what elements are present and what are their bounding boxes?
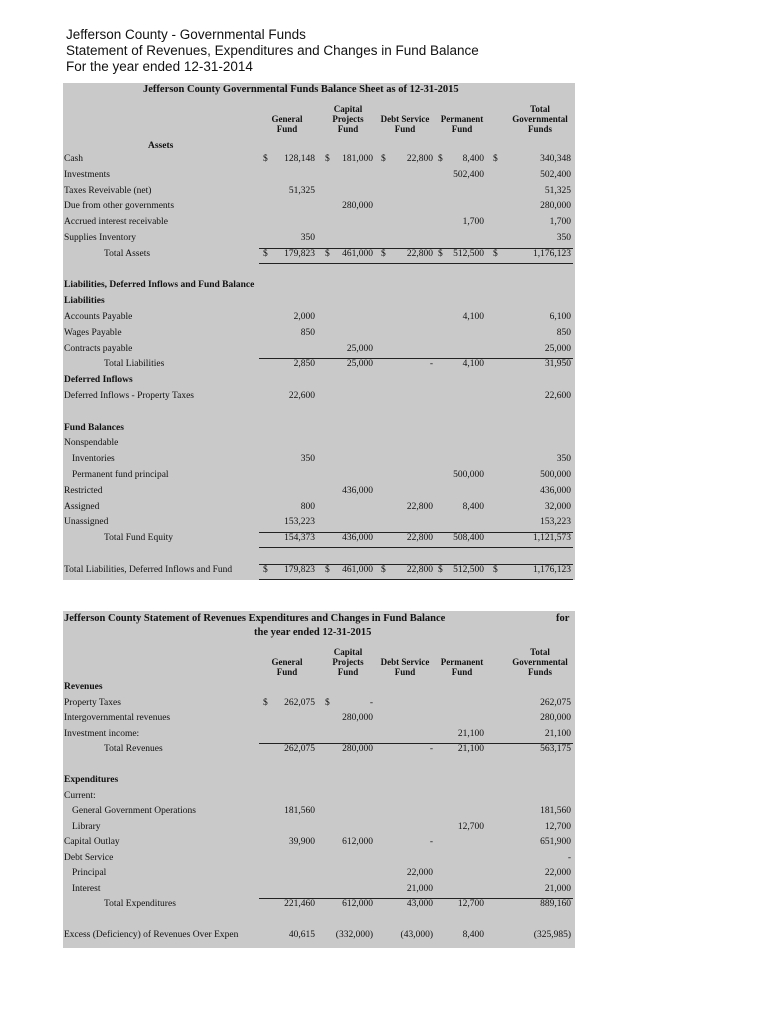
cell-debt: 22,800 bbox=[406, 533, 433, 544]
dollar-sign: $ bbox=[263, 154, 268, 164]
cell-general: 128,148 bbox=[284, 154, 315, 164]
cell-debt: - bbox=[429, 359, 433, 370]
cell-perm: 500,000 bbox=[453, 470, 484, 480]
row-label: Total Liabilities bbox=[104, 359, 165, 370]
col-header-total-line-2: Governmental bbox=[512, 114, 568, 124]
col-header-perm-line-2: Fund bbox=[451, 124, 473, 134]
cell-total: 280,000 bbox=[540, 201, 571, 212]
row-label: Expenditures bbox=[64, 775, 119, 785]
col-header-general-line-2: Fund bbox=[276, 667, 298, 677]
col-header-perm-line-1: Permanent bbox=[440, 114, 484, 124]
cell-general: 850 bbox=[300, 327, 315, 338]
cell-debt: 43,000 bbox=[406, 899, 433, 909]
cell-total: - bbox=[567, 852, 571, 863]
cell-capital: 181,000 bbox=[342, 154, 373, 164]
row-label: Total Liabilities, Deferred Inflows and Fund bbox=[64, 564, 233, 575]
col-header-capital-line-2: Projects bbox=[332, 114, 364, 124]
cell-total: 31,950 bbox=[544, 359, 571, 370]
balance-sheet-title: Jefferson County Governmental Funds Balance Sheet as of 12-31-2015 bbox=[143, 84, 459, 95]
total-rule bbox=[259, 579, 573, 580]
row-label: Interest bbox=[72, 883, 101, 894]
cell-total: 889,160 bbox=[540, 899, 571, 909]
col-header-debt-line-2: Fund bbox=[394, 667, 416, 677]
cell-total: 21,100 bbox=[544, 728, 571, 739]
dollar-sign: $ bbox=[325, 564, 330, 575]
cell-perm: 21,100 bbox=[457, 744, 484, 754]
cell-total: 1,700 bbox=[549, 217, 571, 228]
cell-general: 2,000 bbox=[293, 312, 315, 322]
row-label: Intergovernmental revenues bbox=[64, 713, 171, 723]
cell-debt: 22,800 bbox=[406, 248, 433, 259]
total-rule bbox=[259, 263, 573, 264]
cell-total: 22,600 bbox=[544, 391, 571, 401]
row-label: Accounts Payable bbox=[64, 312, 133, 322]
cell-debt: - bbox=[429, 744, 433, 754]
row-label: Revenues bbox=[64, 682, 103, 692]
dollar-sign: $ bbox=[438, 154, 443, 164]
cell-general: 22,600 bbox=[288, 391, 315, 401]
total-rule bbox=[259, 532, 573, 533]
cell-general: 39,900 bbox=[288, 837, 315, 847]
row-label: Investment income: bbox=[64, 728, 140, 739]
row-label: Supplies Inventory bbox=[64, 233, 137, 243]
row-label: Fund Balances bbox=[64, 422, 124, 433]
cell-total: 1,121,573 bbox=[533, 533, 571, 544]
col-header-general-line-1: General bbox=[271, 114, 303, 124]
col-header-total-line-2: Governmental bbox=[512, 657, 568, 667]
balance-sheet-table bbox=[63, 83, 575, 580]
cell-capital: 612,000 bbox=[342, 899, 373, 909]
revenue-title-line-2: the year ended 12-31-2015 bbox=[254, 627, 372, 638]
cell-capital: 436,000 bbox=[342, 485, 373, 496]
cell-capital: 280,000 bbox=[342, 744, 373, 754]
cell-total: 25,000 bbox=[544, 343, 571, 354]
cell-capital: - bbox=[369, 697, 373, 708]
total-rule bbox=[259, 358, 573, 359]
col-header-capital-line-3: Fund bbox=[337, 124, 359, 134]
total-rule bbox=[259, 898, 573, 899]
cell-debt: 22,800 bbox=[406, 501, 433, 512]
dollar-sign: $ bbox=[493, 154, 498, 164]
col-header-perm-line-2: Fund bbox=[451, 667, 473, 677]
row-label: Capital Outlay bbox=[64, 837, 120, 847]
col-header-debt-line-1: Debt Service bbox=[380, 657, 430, 667]
cell-debt: 22,000 bbox=[406, 868, 433, 878]
cell-general: 350 bbox=[300, 454, 315, 465]
row-label: Excess (Deficiency) of Revenues Over Expen bbox=[64, 930, 239, 940]
cell-capital: 461,000 bbox=[342, 564, 373, 575]
row-label: Total Expenditures bbox=[104, 899, 176, 909]
cell-perm: 21,100 bbox=[457, 728, 484, 739]
cell-total: 262,075 bbox=[540, 697, 571, 708]
cell-total: 153,223 bbox=[540, 517, 571, 528]
cell-general: 181,560 bbox=[284, 806, 315, 816]
row-label: Permanent fund principal bbox=[72, 470, 169, 480]
row-label: Liabilities, Deferred Inflows and Fund Balance bbox=[64, 280, 255, 291]
row-label: Nonspendable bbox=[64, 438, 119, 449]
cell-perm: 4,100 bbox=[462, 359, 484, 370]
total-rule bbox=[259, 564, 573, 565]
header-line-2: Statement of Revenues, Expenditures and Changes in Fund Balance bbox=[66, 43, 479, 58]
cell-total: 32,000 bbox=[544, 501, 571, 512]
cell-total: 6,100 bbox=[549, 312, 571, 322]
cell-total: 850 bbox=[556, 327, 571, 338]
col-header-debt-line-1: Debt Service bbox=[380, 114, 430, 124]
dollar-sign: $ bbox=[381, 154, 386, 164]
col-header-debt-line-2: Fund bbox=[394, 124, 416, 134]
row-label: Liabilities bbox=[64, 296, 105, 307]
header-line-1: Jefferson County - Governmental Funds bbox=[66, 27, 306, 42]
cell-capital: 25,000 bbox=[346, 359, 373, 370]
cell-perm: 8,400 bbox=[462, 501, 484, 512]
row-label: Contracts payable bbox=[64, 343, 133, 354]
row-label: Principal bbox=[72, 868, 107, 878]
revenue-title-for: for bbox=[556, 613, 570, 624]
row-label: Cash bbox=[64, 154, 83, 164]
cell-general: 2,850 bbox=[293, 359, 315, 370]
row-label: Assigned bbox=[64, 501, 100, 512]
row-label: General Government Operations bbox=[72, 806, 196, 816]
col-header-perm-line-1: Permanent bbox=[440, 657, 484, 667]
cell-capital: 461,000 bbox=[342, 248, 373, 259]
cell-perm: 512,500 bbox=[453, 248, 484, 259]
row-label: Deferred Inflows - Property Taxes bbox=[64, 391, 195, 401]
col-header-capital-line-3: Fund bbox=[337, 667, 359, 677]
col-header-capital-line-1: Capital bbox=[333, 104, 363, 114]
cell-capital: 280,000 bbox=[342, 713, 373, 723]
cell-perm: 4,100 bbox=[462, 312, 484, 322]
dollar-sign: $ bbox=[263, 248, 268, 259]
cell-general: 221,460 bbox=[284, 899, 315, 909]
cell-total: 502,400 bbox=[540, 169, 571, 180]
cell-total: 350 bbox=[556, 233, 571, 243]
total-rule bbox=[259, 547, 573, 548]
row-label: Restricted bbox=[64, 485, 103, 496]
cell-perm: 8,400 bbox=[462, 154, 484, 164]
cell-debt: (43,000) bbox=[400, 930, 433, 940]
cell-perm: 12,700 bbox=[457, 821, 484, 832]
cell-debt: 22,800 bbox=[406, 154, 433, 164]
cell-total: 651,900 bbox=[540, 837, 571, 847]
dollar-sign: $ bbox=[325, 154, 330, 164]
col-header-total-line-3: Funds bbox=[527, 124, 553, 134]
cell-perm: 508,400 bbox=[453, 533, 484, 544]
cell-perm: 512,500 bbox=[453, 564, 484, 575]
row-label: Deferred Inflows bbox=[64, 375, 133, 386]
cell-general: 179,823 bbox=[284, 248, 315, 259]
dollar-sign: $ bbox=[493, 248, 498, 259]
cell-total: (325,985) bbox=[533, 930, 571, 940]
row-label: Taxes Reveivable (net) bbox=[64, 185, 152, 196]
cell-capital: (332,000) bbox=[335, 930, 373, 940]
cell-general: 262,075 bbox=[284, 697, 315, 708]
col-header-capital-line-2: Projects bbox=[332, 657, 364, 667]
col-header-capital-line-1: Capital bbox=[333, 647, 363, 657]
cell-total: 12,700 bbox=[544, 821, 571, 832]
row-label: Property Taxes bbox=[64, 697, 121, 708]
cell-total: 500,000 bbox=[540, 470, 571, 480]
row-label: Unassigned bbox=[64, 517, 109, 528]
cell-debt: 22,800 bbox=[406, 564, 433, 575]
cell-total: 1,176,123 bbox=[533, 564, 571, 575]
cell-general: 154,373 bbox=[284, 533, 315, 544]
col-header-total-line-1: Total bbox=[530, 104, 550, 114]
cell-total: 350 bbox=[556, 454, 571, 465]
dollar-sign: $ bbox=[493, 564, 498, 575]
dollar-sign: $ bbox=[325, 248, 330, 259]
cell-total: 563,175 bbox=[540, 744, 571, 754]
total-rule bbox=[259, 743, 573, 744]
revenue-statement-table bbox=[63, 611, 575, 948]
cell-general: 40,615 bbox=[288, 930, 315, 940]
cell-perm: 12,700 bbox=[457, 899, 484, 909]
total-rule bbox=[259, 248, 573, 249]
row-label: Accrued interest receivable bbox=[64, 217, 168, 228]
row-label: Library bbox=[72, 821, 101, 832]
cell-general: 153,223 bbox=[284, 517, 315, 528]
col-header-total-line-3: Funds bbox=[527, 667, 553, 677]
cell-general: 262,075 bbox=[284, 744, 315, 754]
row-label: Wages Payable bbox=[64, 327, 122, 338]
cell-general: 51,325 bbox=[288, 185, 315, 196]
cell-debt: 21,000 bbox=[406, 883, 433, 894]
cell-capital: 25,000 bbox=[346, 343, 373, 354]
dollar-sign: $ bbox=[438, 564, 443, 575]
row-label: Inventories bbox=[72, 454, 115, 465]
dollar-sign: $ bbox=[381, 564, 386, 575]
cell-general: 800 bbox=[300, 501, 315, 512]
dollar-sign: $ bbox=[381, 248, 386, 259]
row-label: Current: bbox=[64, 790, 96, 801]
cell-perm: 1,700 bbox=[462, 217, 484, 228]
cell-total: 1,176,123 bbox=[533, 248, 571, 259]
cell-total: 340,348 bbox=[540, 154, 571, 164]
cell-total: 181,560 bbox=[540, 806, 571, 816]
dollar-sign: $ bbox=[263, 697, 268, 708]
cell-capital: 280,000 bbox=[342, 201, 373, 212]
revenue-title-line-1: Jefferson County Statement of Revenues Expenditures and Changes in Fund Balance bbox=[64, 613, 446, 624]
row-label: Total Revenues bbox=[104, 744, 163, 754]
assets-heading: Assets bbox=[148, 141, 174, 151]
cell-general: 179,823 bbox=[284, 564, 315, 575]
dollar-sign: $ bbox=[438, 248, 443, 259]
row-label: Total Fund Equity bbox=[104, 533, 174, 544]
cell-total: 436,000 bbox=[540, 485, 571, 496]
row-label: Total Assets bbox=[104, 248, 151, 259]
cell-perm: 8,400 bbox=[462, 930, 484, 940]
report-header bbox=[66, 27, 479, 75]
cell-capital: 436,000 bbox=[342, 533, 373, 544]
cell-total: 51,325 bbox=[544, 185, 571, 196]
header-line-3: For the year ended 12-31-2014 bbox=[66, 59, 253, 74]
dollar-sign: $ bbox=[263, 564, 268, 575]
cell-perm: 502,400 bbox=[453, 169, 484, 180]
cell-general: 350 bbox=[300, 233, 315, 243]
cell-capital: 612,000 bbox=[342, 837, 373, 847]
dollar-sign: $ bbox=[325, 697, 330, 708]
col-header-general-line-1: General bbox=[271, 657, 303, 667]
col-header-general-line-2: Fund bbox=[276, 124, 298, 134]
cell-total: 22,000 bbox=[544, 868, 571, 878]
row-label: Debt Service bbox=[64, 852, 114, 863]
col-header-total-line-1: Total bbox=[530, 647, 550, 657]
row-label: Due from other governments bbox=[64, 201, 175, 212]
cell-total: 21,000 bbox=[544, 883, 571, 894]
cell-total: 280,000 bbox=[540, 713, 571, 723]
row-label: Investments bbox=[64, 169, 110, 180]
cell-debt: - bbox=[429, 837, 433, 847]
